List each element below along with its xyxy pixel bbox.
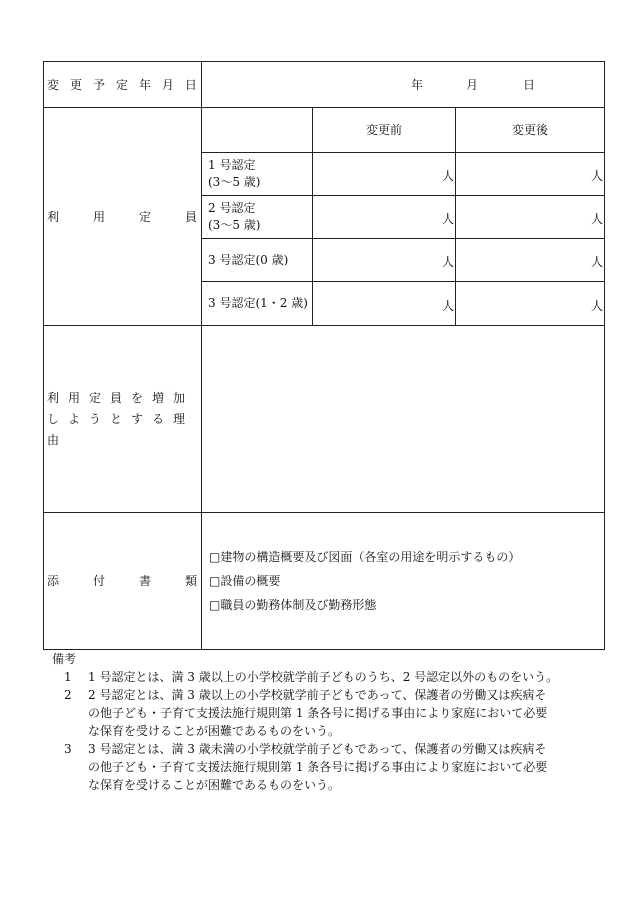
attachments-row (44, 513, 605, 650)
before-count-field[interactable]: 人 (313, 239, 456, 282)
after-count-field[interactable]: 人 (456, 282, 605, 326)
note-item: 1 1 号認定とは、満 3 歳以上の小学校就学前子どものうち、2 号認定以外のものをいう。 (64, 670, 559, 684)
before-count-field[interactable]: 人 (313, 153, 456, 196)
category-label: 3 号認定(0 歳) (202, 239, 313, 282)
change-date-field[interactable] (202, 62, 605, 108)
attachment-checkbox-item[interactable]: □建物の構造概要及び図面（各室の用途を明示するもの） (209, 550, 521, 564)
month-unit: 月 (466, 77, 479, 92)
note-item: 2 2 号認定とは、満 3 歳以上の小学校就学前子どもであって、保護者の労働又は疾病そ の他子ども・子育て支援法施行規則第 1 条各号に掲げる事由により家庭において必要 な保育を受けることが困難であるものをいう。 (64, 688, 548, 738)
after-count-field[interactable]: 人 (456, 153, 605, 196)
capacity-header-row (44, 108, 605, 153)
attachments-checklist (202, 513, 605, 650)
note-number: 2 (64, 688, 72, 702)
note-item: 3 3 号認定とは、満 3 歳未満の小学校就学前子どもであって、保護者の労働又は疾病そ の他子ども・子育て支援法施行規則第 1 条各号に掲げる事由により家庭において必要 な保育を受けることが困難であるものをいう。 (64, 742, 548, 792)
reason-label: 利用定員を増加 しようとする理由 (44, 326, 202, 513)
category-label: 2 号認定 (3～5 歳) (202, 196, 313, 239)
note-number: 1 (64, 670, 72, 684)
category-label: 1 号認定 (3～5 歳) (202, 153, 313, 196)
before-count-field[interactable]: 人 (313, 282, 456, 326)
category-label: 3 号認定(1・2 歳) (202, 282, 313, 326)
notes-title: 備考 (52, 652, 77, 666)
after-count-field[interactable]: 人 (456, 239, 605, 282)
reason-field[interactable] (202, 326, 605, 513)
application-form-table (43, 61, 605, 650)
reason-row (44, 326, 605, 513)
attachments-label: 添 付 書 類 (44, 513, 202, 650)
note-number: 3 (64, 742, 72, 756)
after-count-field[interactable]: 人 (456, 196, 605, 239)
capacity-header-blank (202, 108, 313, 153)
before-count-field[interactable]: 人 (313, 196, 456, 239)
change-date-row (44, 62, 605, 108)
change-date-label: 変 更 予 定 年 月 日 (44, 62, 202, 108)
capacity-label: 利 用 定 員 (44, 108, 202, 326)
day-unit: 日 (523, 77, 536, 92)
year-unit: 年 (411, 77, 424, 92)
header-after: 変更後 (456, 108, 605, 153)
attachment-checkbox-item[interactable]: □職員の勤務体制及び勤務形態 (209, 598, 377, 612)
header-before: 変更前 (313, 108, 456, 153)
notes-section (43, 650, 604, 794)
attachment-checkbox-item[interactable]: □設備の概要 (209, 574, 281, 588)
